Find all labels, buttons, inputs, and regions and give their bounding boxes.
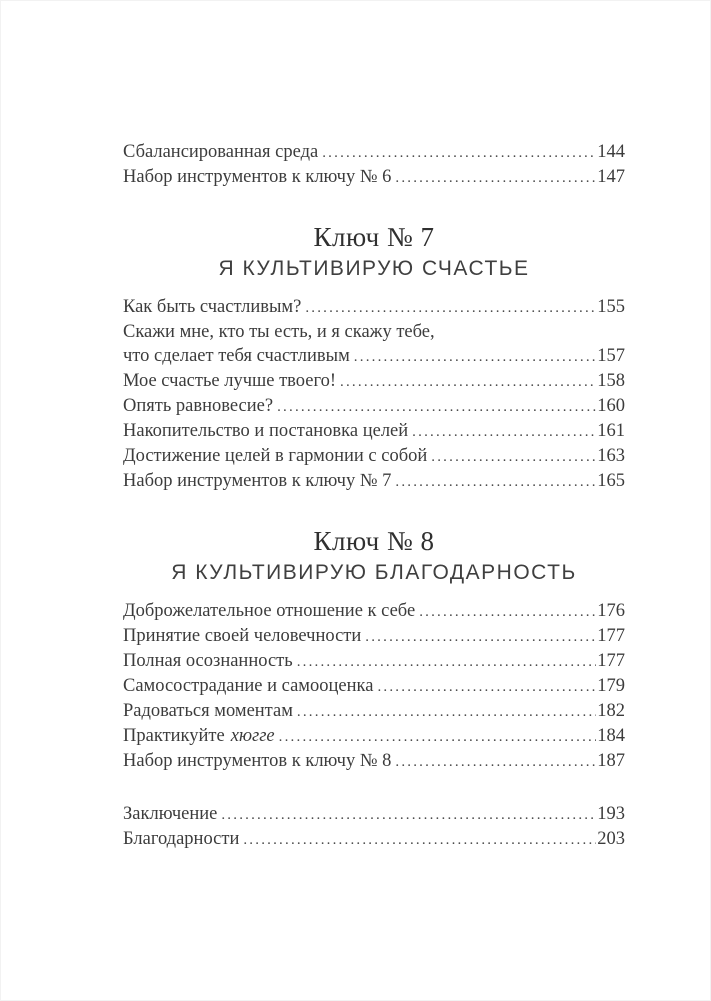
toc-entry (123, 749, 625, 774)
toc-entry (123, 419, 625, 444)
toc-entry-title: Накопительство и постановка целей (123, 421, 409, 441)
toc-entry-title: Опять равновесие? (123, 396, 274, 416)
toc-entry-title: Достижение целей в гармонии с собой (123, 446, 428, 466)
dot-leader (395, 470, 596, 494)
toc-entry-page-number: 163 (597, 446, 625, 466)
toc-entry-page-number: 182 (597, 701, 625, 721)
toc-entry-title: Принятие своей человечности (123, 626, 362, 646)
toc-entry (123, 724, 625, 749)
section-heading-key: Ключ № 8 (313, 526, 435, 556)
toc-entry (123, 165, 625, 190)
dot-leader (305, 296, 596, 320)
toc-entry-title: Доброжелательное отношение к себе (123, 601, 416, 621)
toc-entry (123, 827, 625, 852)
toc-entry-title: Набор инструментов к ключу № 6 (123, 167, 392, 187)
toc-entry (123, 674, 625, 699)
toc-entry-title-italic: хюгге (230, 726, 275, 746)
toc-entry-page-number: 158 (597, 371, 625, 391)
toc-entry-title: Сбалансированная среда (123, 142, 319, 162)
toc-entry-page-number: 203 (597, 829, 625, 849)
toc-entry (123, 599, 625, 624)
dot-leader (277, 395, 596, 419)
toc-entry-page-number: 177 (597, 626, 625, 646)
toc-entry (123, 369, 625, 394)
toc-entry (123, 140, 625, 165)
dot-leader (322, 141, 596, 165)
dot-leader (419, 600, 596, 624)
toc-entry-page-number: 161 (597, 421, 625, 441)
dot-leader (354, 345, 596, 369)
toc-entry-page-number: 147 (597, 167, 625, 187)
toc-section (123, 802, 625, 852)
dot-leader (279, 725, 597, 749)
dot-leader (243, 828, 596, 852)
dot-leader (395, 166, 596, 190)
section-heading-subtitle: Я КУЛЬТИВИРУЮ СЧАСТЬЕ (218, 257, 530, 280)
dot-leader (221, 803, 596, 827)
section-heading (123, 525, 625, 587)
toc-entry-page-number: 193 (597, 804, 625, 824)
toc-entry-title: что сделает тебя счастливым (123, 346, 350, 366)
toc-entry-title: Полная осознанность (123, 651, 293, 671)
toc-entry-title: Набор инструментов к ключу № 8 (123, 751, 392, 771)
dot-leader (431, 445, 596, 469)
dot-leader (365, 625, 596, 649)
toc-entry-title: Набор инструментов к ключу № 7 (123, 471, 392, 491)
toc-entry-title: Практикуйте (123, 726, 225, 746)
dot-leader (412, 420, 596, 444)
dot-leader (297, 700, 596, 724)
toc-entry (123, 394, 625, 419)
toc-entry (123, 802, 625, 827)
section-heading-subtitle: Я КУЛЬТИВИРУЮ БЛАГОДАРНОСТЬ (171, 561, 577, 584)
dot-leader (395, 750, 596, 774)
toc-section (123, 221, 625, 494)
toc-entry (123, 649, 625, 674)
toc-entry-page-number: 179 (597, 676, 625, 696)
toc (123, 140, 625, 852)
toc-entry-page-number: 157 (597, 346, 625, 366)
toc-entry (123, 344, 625, 369)
section-heading-key: Ключ № 7 (313, 222, 435, 252)
toc-entry-title: Скажи мне, кто ты есть, и я скажу тебе, (123, 322, 435, 342)
toc-entry-page-number: 187 (597, 751, 625, 771)
toc-entry (123, 444, 625, 469)
toc-entry (123, 469, 625, 494)
toc-section (123, 525, 625, 774)
toc-entry-page-number: 176 (597, 601, 625, 621)
toc-entry (123, 624, 625, 649)
toc-entry-page-number: 165 (597, 471, 625, 491)
toc-entry-page-number: 177 (597, 651, 625, 671)
toc-entry (123, 295, 625, 320)
toc-entry-page-number: 144 (597, 142, 625, 162)
toc-entry-title: Как быть счастливым? (123, 297, 302, 317)
toc-entry-title: Мое счастье лучше твоего! (123, 371, 337, 391)
toc-entry-title: Радоваться моментам (123, 701, 293, 721)
toc-entry-page-number: 184 (597, 726, 625, 746)
toc-entry-title: Самосострадание и самооценка (123, 676, 374, 696)
dot-leader (340, 370, 596, 394)
toc-entry-page-number: 160 (597, 396, 625, 416)
toc-entry (123, 320, 625, 344)
toc-entry-title: Благодарности (123, 829, 240, 849)
toc-entry (123, 699, 625, 724)
toc-entry-page-number: 155 (597, 297, 625, 317)
dot-leader (297, 650, 597, 674)
toc-entry-title: Заключение (123, 804, 218, 824)
section-heading (123, 221, 625, 283)
toc-section (123, 140, 625, 190)
dot-leader (377, 675, 596, 699)
